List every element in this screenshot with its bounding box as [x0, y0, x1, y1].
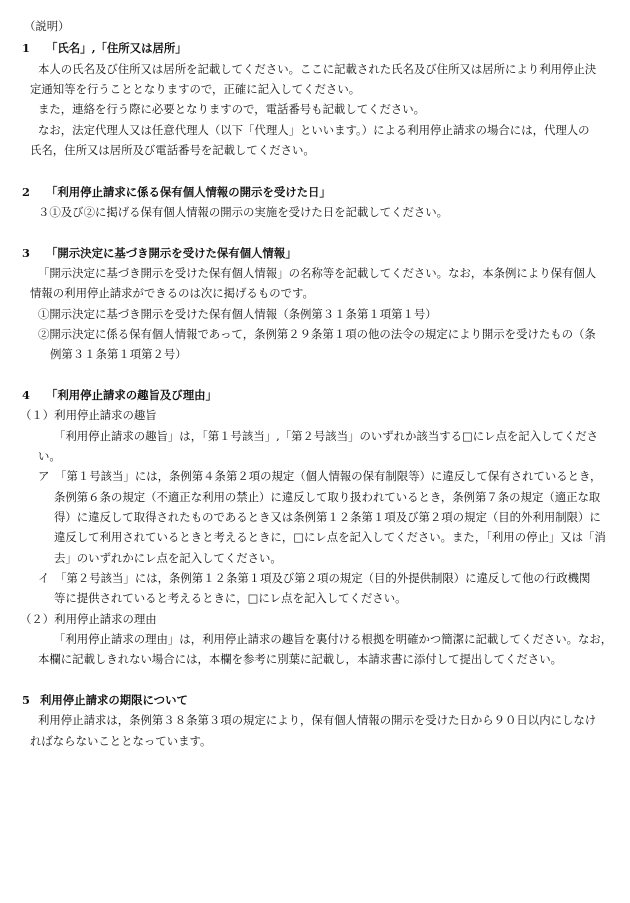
- section-2-paragraph: ３①及び②に掲げる保有個人情報の開示の実施を受けた日を記載してください。: [38, 205, 449, 219]
- section-2-heading: 「利用停止請求に係る保有個人情報の開示を受けた日」: [46, 185, 331, 199]
- section-1-paragraph: なお，法定代理人又は任意代理人（以下「代理人」といいます。）による利用停止請求の場合には，代理人の: [38, 123, 590, 137]
- section-2-number: 2: [22, 185, 30, 199]
- section-3-paragraph: 情報の利用停止請求ができるのは次に掲げるものです。: [30, 286, 314, 300]
- section-4-subheading: （２）利用停止請求の理由: [20, 612, 157, 626]
- section-4-paragraph: 「利用停止請求の趣旨」は，「第１号該当」,「第２号該当」のいずれか該当する□にレ点を記入してくださ: [54, 429, 599, 443]
- section-3-list-item: ②開示決定に係る保有個人情報であって，条例第２９条第１項の他の法令の規定により開示を受けたもの（条: [38, 327, 596, 341]
- section-1-paragraph: また，連絡を行う際に必要となりますので，電話番号も記載してください。: [38, 102, 426, 116]
- section-4-paragraph: 「利用停止請求の理由」は，利用停止請求の趣旨を裏付ける根拠を明確かつ簡潔に記載してください。なお，: [54, 632, 613, 646]
- section-3-heading: 「開示決定に基づき開示を受けた保有個人情報」: [46, 246, 297, 260]
- section-4-item-a: 条例第６条の規定（不適正な利用の禁止）に違反して取り扱われているとき，条例第７条の規定（適正な取: [54, 490, 601, 504]
- section-4-item-a: ア 「第１号該当」には，条例第４条第２項の規定（個人情報の保有制限等）に違反して保有されているとき，: [38, 469, 602, 483]
- section-4-number: 4: [22, 388, 30, 402]
- section-3-paragraph: 「開示決定に基づき開示を受けた保有個人情報」の名称等を記載してください。なお，本条例により保有個人: [38, 266, 597, 280]
- section-4-item-a: 違反して利用されているときと考えるときに，□にレ点を記入してください。また，「利用の停止」又は「消: [54, 530, 606, 544]
- section-5-number: 5: [22, 693, 30, 707]
- section-1-number: 1: [22, 41, 30, 55]
- section-4-paragraph: い。: [38, 449, 61, 463]
- section-3-list-item: 例第３１条第１項第２号）: [50, 347, 187, 361]
- section-1-paragraph: 定通知等を行うこととなりますので，正確に記入してください。: [30, 82, 361, 96]
- section-4-heading: 「利用停止請求の趣旨及び理由」: [46, 388, 217, 402]
- section-3-number: 3: [22, 246, 30, 260]
- section-4-item-a: 去」のいずれかにレ点を記入してください。: [54, 551, 282, 565]
- section-5-heading: 利用停止請求の期限について: [40, 693, 188, 707]
- section-3-list-item: ①開示決定に基づき開示を受けた保有個人情報（条例第３１条第１項第１号）: [38, 307, 437, 321]
- section-4-subheading: （１）利用停止請求の趣旨: [20, 408, 157, 422]
- document-header: （説明）: [24, 19, 70, 33]
- section-1-heading: 「氏名」,「住所又は居所」: [46, 41, 187, 55]
- section-4-paragraph: 本欄に記載しきれない場合には，本欄を参考に別葉に記載し，本請求書に添付して提出してください。: [38, 652, 562, 666]
- section-4-item-i: 等に提供されていると考えるときに，□にレ点を記入してください。: [54, 591, 407, 605]
- section-4-item-a: 得）に違反して取得されたものであるとき又は条例第１２条第１項及び第２項の規定（目的外利用制限）に: [54, 510, 601, 524]
- section-5-paragraph: 利用停止請求は，条例第３８条第３項の規定により，保有個人情報の開示を受けた日から９０日以内にしなけ: [38, 713, 597, 727]
- section-4-item-i: イ 「第２号該当」には，条例第１２条第１項及び第２項の規定（目的外提供制限）に違反して他の行政機関: [38, 571, 591, 585]
- section-5-paragraph: ればならないこととなっています。: [30, 734, 212, 748]
- section-1-paragraph: 本人の氏名及び住所又は居所を記載してください。ここに記載された氏名及び住所又は居所により利用停止決: [38, 62, 597, 76]
- section-1-paragraph: 氏名，住所又は居所及び電話番号を記載してください。: [30, 143, 315, 157]
